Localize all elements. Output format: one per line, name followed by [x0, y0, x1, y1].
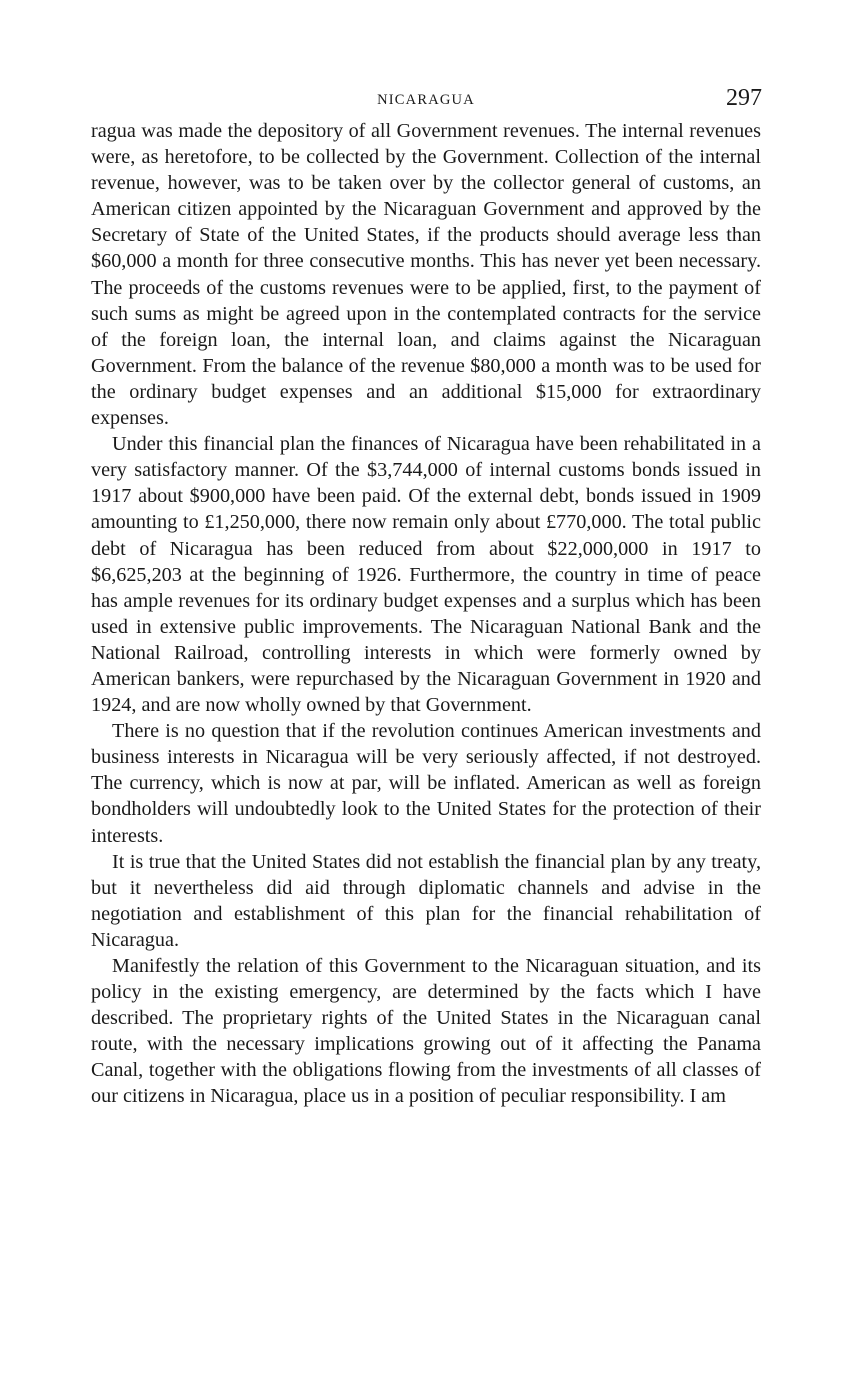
book-page	[91, 84, 761, 1110]
body-text	[91, 118, 761, 1110]
running-title: NICARAGUA	[377, 92, 475, 108]
paragraph: Under this financial plan the finances of Nicaragua have been rehabilitated in a very satisfactory manner. Of the $3,744,000 of internal customs bonds issued in 1917 about $900,000 have been paid. Of the external debt, bonds issued in 1909 amounting to £1,250,000, there now remain only about £770,000. The total public debt of Nicaragua has been reduced from about $22,000,000 in 1917 to $6,625,203 at the beginning of 1926. Furthermore, the country in time of peace has ample revenues for its ordinary budget expenses and a surplus which has been used in extensive public improvements. The Nicaraguan National Bank and the National Railroad, controlling interests in which were formerly owned by American bankers, were repurchased by the Nicaraguan Government in 1920 and 1924, and are now wholly owned by that Government.	[91, 433, 761, 717]
paragraph: Manifestly the relation of this Government to the Nicaraguan situation, and its policy in the existing emergency, are determined by the facts which I have described. The proprietary rights of the United States in the Nicaraguan canal route, with the necessary implications growing out of it affecting the Panama Canal, together with the obligations flowing from the investments of all classes of our citizens in Nicaragua, place us in a position of peculiar responsibility. I am	[91, 955, 761, 1108]
paragraph-continued: ragua was made the depository of all Government revenues. The internal revenues were, as heretofore, to be collected by the Government. Collection of the internal revenue, however, was to be taken over by the collector general of customs, an American citizen appointed by the Nicaraguan Government and approved by the Secretary of State of the United States, if the products should average less than $60,000 a month for three consecutive months. This has never yet been necessary. The proceeds of the customs revenues were to be applied, first, to the payment of such sums as might be agreed upon in the contemplated contracts for the service of the foreign loan, the internal loan, and claims against the Nicaraguan Government. From the balance of the revenue $80,000 a month was to be used for the ordinary budget expenses and an additional $15,000 for extraordinary expenses.	[91, 120, 761, 430]
paragraph: There is no question that if the revolution continues American investments and business interests in Nicaragua will be very seriously affected, if not destroyed. The currency, which is now at par, will be inflated. American as well as foreign bondholders will undoubtedly look to the United States for the protection of their interests.	[91, 720, 761, 847]
running-head	[91, 84, 761, 118]
page-number: 297	[726, 85, 762, 111]
paragraph: It is true that the United States did not establish the financial plan by any treaty, but it nevertheless did aid through diplomatic channels and advise in the negotiation and establishment of this plan for the financial rehabilitation of Nicaragua.	[91, 850, 761, 951]
